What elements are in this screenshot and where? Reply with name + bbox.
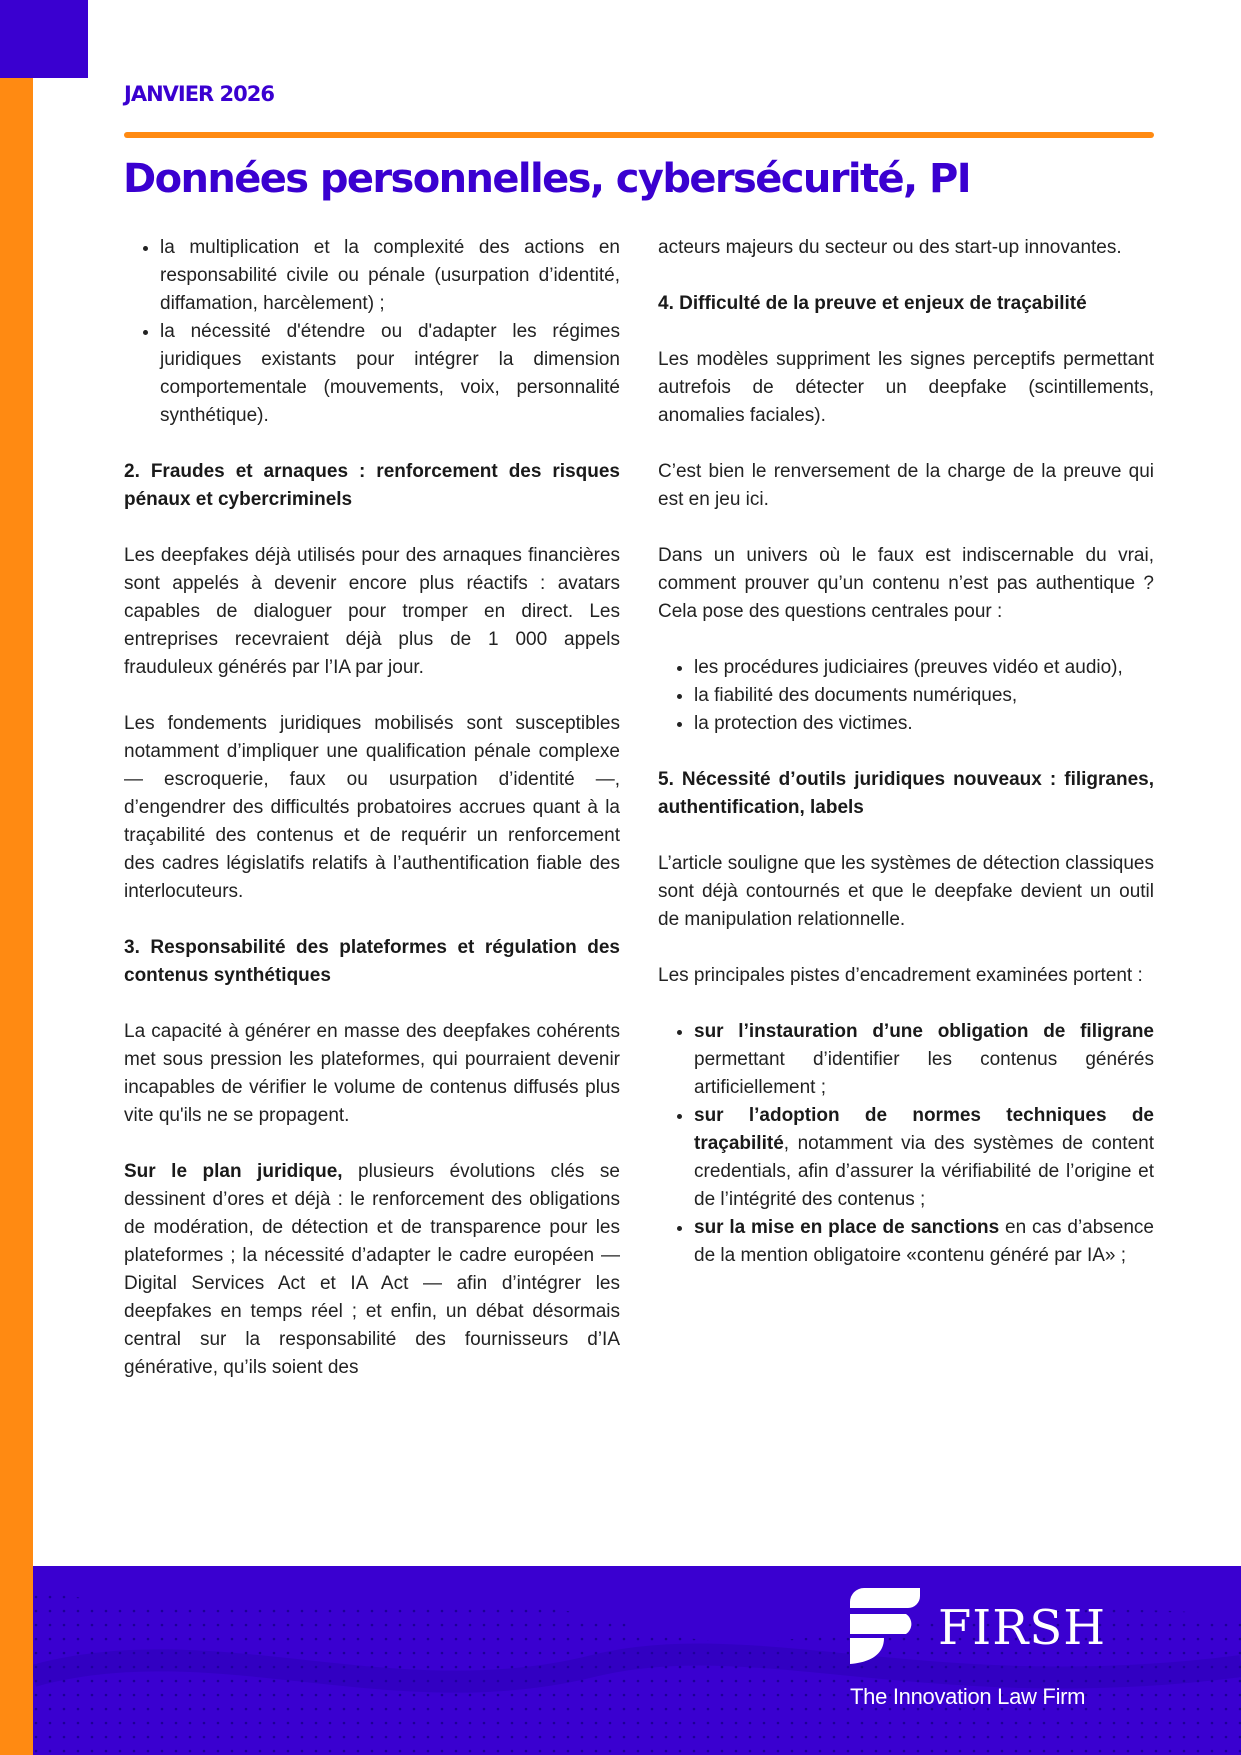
firsh-wordmark: FIRSH [938, 1600, 1107, 1656]
section-2-paragraph: Les deepfakes déjà utilisés pour des arnaques financières sont appelés à devenir encore plus réactifs : avatars capables de dialoguer pour tromper en direct. Les entreprises recevraient déjà plus de 1 000 appels frauduleux générés par l’IA par jour. [124, 545, 620, 678]
bold-lead: sur l’adoption de normes techniques de traçabilité [694, 1105, 1154, 1154]
section-5-bullet-list [658, 1018, 1154, 1270]
corner-decoration-block [0, 0, 88, 78]
list-item-text: permettant d’identifier les contenus générés artificiellement ; [694, 1049, 1154, 1098]
list-item: • les procédures judiciaires (preuves vidéo et audio), [694, 654, 1154, 682]
list-item [694, 1102, 1154, 1214]
section-4-heading: 4. Difficulté de la preuve et enjeux de traçabilité [658, 293, 1087, 314]
right-column [658, 234, 1154, 1298]
firsh-tagline: The Innovation Law Firm [850, 1684, 1086, 1709]
bold-lead: sur l’instauration d’une obligation de filigrane [694, 1021, 1154, 1042]
bold-lead: Sur le plan juridique, [124, 1161, 343, 1182]
section-5-paragraph: Les principales pistes d’encadrement examinées portent : [658, 965, 1143, 986]
intro-bullet-list [124, 234, 620, 430]
section-2-paragraph: Les fondements juridiques mobilisés sont susceptibles notamment d’impliquer une qualification pénale complexe — escroquerie, faux ou usurpation d’identité —, d’engendrer des difficultés probatoires accrues quant à la traçabilité des contenus et de requérir un renforcement des cadres législatifs relatifs à l’authentification fiable des interlocuteurs. [124, 713, 620, 902]
bold-lead: sur la mise en place de sanctions [694, 1217, 1000, 1238]
list-item-text: , notamment via des systèmes de content credentials, afin d’assurer la vérifiabilité de l’origine et de l’intégrité des contenus ; [694, 1133, 1154, 1210]
list-item-text: en cas d’absence de la mention obligatoire «contenu généré par IA» ; [694, 1217, 1154, 1266]
list-item [694, 1214, 1154, 1270]
list-item: • la multiplication et la complexité des actions en responsabilité civile ou pénale (usurpation d’identité, diffamation, harcèlement) ; [160, 234, 620, 318]
section-3-legal-paragraph [124, 1158, 620, 1382]
page-title: Données personnelles, cybersécurité, PI [123, 156, 970, 202]
list-item: • la nécessité d'étendre ou d'adapter les régimes juridiques existants pour intégrer la dimension comportementale (mouvements, voix, personnalité synthétique). [160, 318, 620, 430]
section-4-bullet-list [658, 654, 1154, 738]
side-accent-bar [0, 78, 33, 1755]
section-4-paragraph: Les modèles suppriment les signes perceptifs permettant autrefois de détecter un deepfake (scintillements, anomalies faciales). [658, 349, 1154, 426]
section-4-paragraph: Dans un univers où le faux est indiscernable du vrai, comment prouver qu’un contenu n’est pas authentique ? Cela pose des questions centrales pour : [658, 545, 1154, 622]
continuation-paragraph: acteurs majeurs du secteur ou des start-up innovantes. [658, 237, 1122, 258]
section-5-paragraph: L’article souligne que les systèmes de détection classiques sont déjà contournés et que le deepfake devient un outil de manipulation relationnelle. [658, 853, 1154, 930]
section-2-heading: 2. Fraudes et arnaques : renforcement des risques pénaux et cybercriminels [124, 461, 620, 510]
section-3-heading: 3. Responsabilité des plateformes et régulation des contenus synthétiques [124, 937, 620, 986]
section-3-paragraph: La capacité à générer en masse des deepfakes cohérents met sous pression les plateformes, qui pourraient devenir incapables de vérifier le volume de contenus diffusés plus vite qu'ils ne se propagent. [124, 1021, 620, 1126]
firsh-logo [850, 1588, 1120, 1718]
list-item: • la fiabilité des documents numériques, [694, 682, 1154, 710]
section-4-paragraph: C’est bien le renversement de la charge de la preuve qui est en jeu ici. [658, 461, 1154, 510]
list-item [694, 1018, 1154, 1102]
left-column [124, 234, 620, 1382]
header-divider [124, 132, 1154, 138]
list-item: • la protection des victimes. [694, 710, 1154, 738]
issue-date: JANVIER 2026 [124, 82, 274, 106]
section-5-heading: 5. Nécessité d’outils juridiques nouveaux : filigranes, authentification, labels [658, 769, 1154, 818]
paragraph-text: plusieurs évolutions clés se dessinent d’ores et déjà : le renforcement des obligations de modération, de détection et de transparence pour les plateformes ; la nécessité d’adapter le cadre européen — Digital Services Act et IA Act — afin d’intégrer les deepfakes en temps réel ; et enfin, un débat désormais central sur la responsabilité des fournisseurs d’IA générative, qu’ils soient des [124, 1161, 620, 1378]
firsh-f-mark-icon [850, 1588, 920, 1664]
